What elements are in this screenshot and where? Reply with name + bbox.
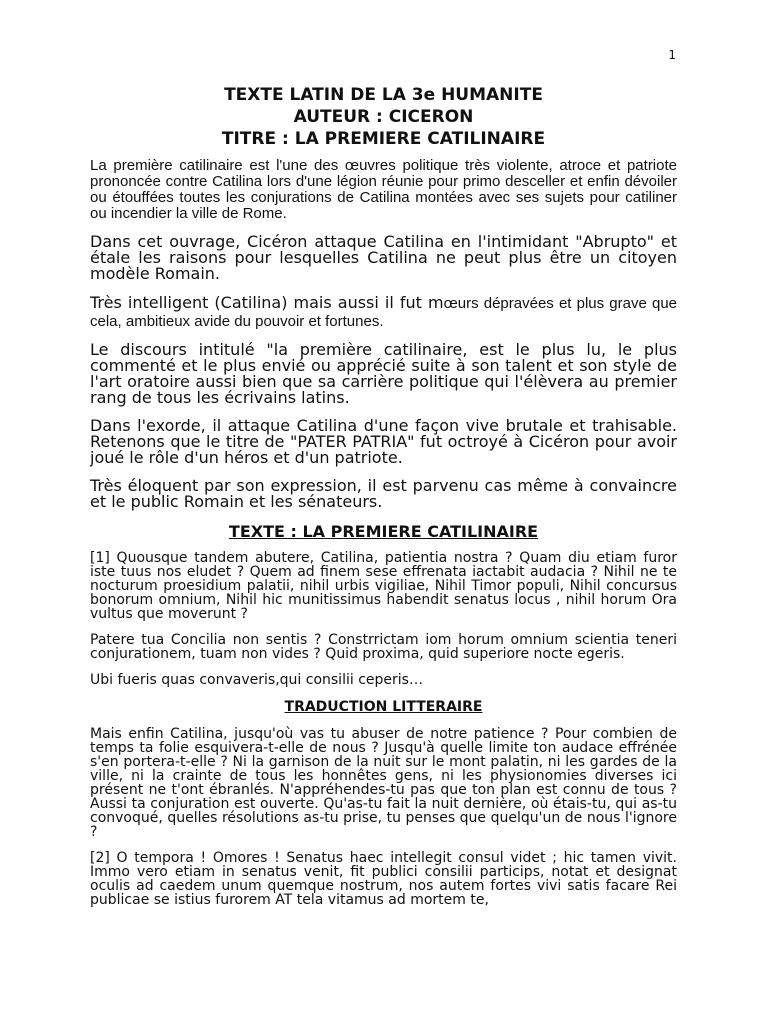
traduction-heading: TRADUCTION LITTERAIRE [284, 699, 483, 715]
title-line-course: TEXTE LATIN DE LA 3e HUMANITE [224, 85, 543, 105]
document-title-block [90, 84, 677, 150]
title-line-work: TITRE : LA PREMIERE CATILINAIRE [221, 129, 546, 149]
document-body [90, 84, 677, 907]
traduction-paragraph: Mais enfin Catilina, jusqu'où vas tu abuser de notre patience ? Pour combien de temps ta folie esquivera-t-elle de nous ? Jusqu'à quelle limite ton audace effrénée s'en portera-t-elle ? Ni la garnison de la nuit sur le mont palatin, ni les gardes de la ville, ni la crainte de tous les honnêtes gens, ni les physionomies diverses ici présent ne t'ont ébranlés. N'appréhendes-tu pas que ton plan est connu de tous ? Aussi ta conjuration est ouverte. Qu'as-tu fait la nuit dernière, où étais-tu, qui as-tu convoqué, quelles résolutions as-tu prise, tu penses que quelqu'un de nous l'ignore ? [90, 726, 677, 840]
intro-paragraph-2: Dans cet ouvrage, Cicéron attaque Catilina en l'intimidant "Abrupto" et étale les raisons pour lesquelles Catilina ne peut plus être un citoyen modèle Romain. [90, 232, 677, 283]
intro-paragraph-3-end: œurs dépravées et plus grave que cela, ambitieux avide du pouvoir et fortunes. [90, 295, 677, 330]
intro-paragraph-5: Dans l'exorde, il attaque Catilina d'une façon vive brutale et trahisable. Retenons que le titre de "PATER PATRIA" fut octroyé à Cicéron pour avoir joué le rôle d'un héros et d'un patriote. [90, 416, 677, 467]
latin-paragraph-2: Patere tua Concilia non sentis ? Constrrictam iom horum omnium scientia teneri conjurationem, tuam non vides ? Quid proxima, quid superiore nocte egeris. [90, 632, 677, 662]
intro-paragraph-4: Le discours intitulé "la première catilinaire, est le plus lu, le plus commenté et le plus envié ou apprécié suite à son talent et son style de l'art oratoire aussi bien que sa carrière politique qui l'élèvera au premier rang de tous les écrivains latins. [90, 340, 677, 407]
intro-paragraph-3-start: Très intelligent (Catilina) mais aussi il fut m [90, 293, 444, 312]
intro-paragraph-3 [90, 294, 677, 330]
intro-paragraph-1: La première catilinaire est l'une des œuvres politique très violente, atroce et patriote prononcée contre Catilina lors d'une légion réunie pour primo desceller et enfin dévoiler ou étouffées toutes les conjurations de Catilina montées avec ses sujets pour catiliner ou incendier la ville de Rome. [90, 157, 677, 222]
latin-paragraph-section-2: [2] O tempora ! Omores ! Senatus haec intellegit consul videt ; hic tamen vivit. Immo vero etiam in senatus venit, fit publici consilii particips, notat et designat oculis ad caedem unum quemque nostrum, nos autem fortes vivi satis facare Rei publicae se istius furorem AT tela vitamus ad mortem te, [90, 850, 677, 908]
latin-paragraph-3: Ubi fueris quas convaveris,qui consilii ceperis… [90, 672, 423, 688]
title-line-author: AUTEUR : CICERON [293, 107, 474, 127]
page-number: 1 [668, 48, 676, 62]
latin-paragraph-1: [1] Quousque tandem abutere, Catilina, patientia nostra ? Quam diu etiam furor iste tuus nos eludet ? Quem ad finem sese effrenata iactabit audacia ? Nihil ne te nocturum proesidium palatii, nihil urbis vigiliae, Nihil Timor populi, Nihil concursus bonorum omnium, Nihil hic munitissimus habendit senatus locus , nihil horum Ora vultus que moverunt ? [90, 550, 677, 622]
intro-paragraph-6: Très éloquent par son expression, il est parvenu cas même à convaincre et le public Romain et les sénateurs. [90, 476, 677, 511]
texte-heading: TEXTE : LA PREMIERE CATILINAIRE [228, 522, 539, 541]
